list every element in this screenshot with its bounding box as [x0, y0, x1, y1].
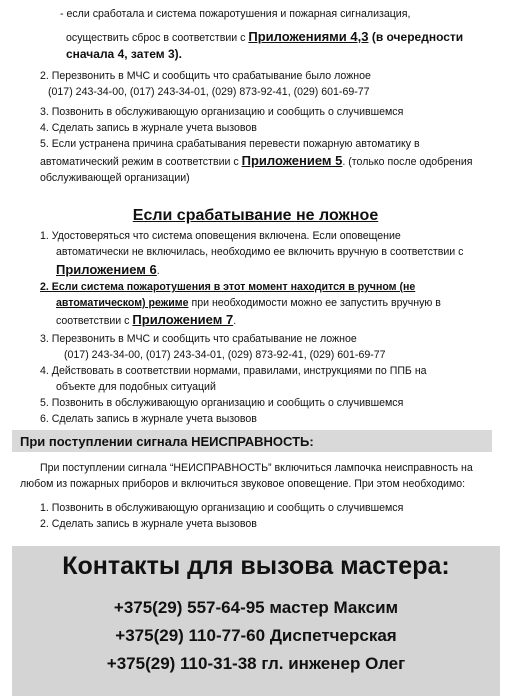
contact-chief-engineer[interactable]: +375(29) 110-31-38 гл. инженер Олег: [106, 654, 406, 673]
top-line-7: 4. Сделать запись в журнале учета вызовов: [40, 122, 257, 134]
top-line-9: [40, 154, 473, 169]
manual-mode-text: автоматическом) режиме: [56, 297, 189, 309]
top-line-4: 2. Перезвонить в МЧС и сообщить что срабатывание было ложное: [40, 70, 371, 82]
contact-master-maxim[interactable]: +375(29) 557-64-95 мастер Максим: [113, 598, 399, 617]
s3-para-2: любом из пожарных приборов и включиться звуковое оповещение. При этом необходимо:: [20, 478, 466, 490]
s2-item-1c: [56, 263, 160, 278]
top-line-1: - если сработала и система пожаротушения и пожарная сигнализация,: [60, 8, 411, 20]
top-line-10: обслуживающей организации): [40, 172, 190, 184]
s2-item-1b: автоматически не включилась, необходимо ее включить вручную в соответствии с: [56, 246, 464, 258]
s2-item-4b: объекте для подобных ситуаций: [56, 381, 216, 393]
phone-numbers-2: (017) 243-34-00, (017) 243-34-01, (029) 873-92-41, (029) 601-69-77: [64, 349, 386, 361]
s2-item-2c-dot: .: [233, 315, 237, 327]
appendix-6-link[interactable]: Приложением 6: [56, 262, 157, 277]
malfunction-header-bar: [12, 430, 492, 452]
phone-numbers-1: (017) 243-34-00, (017) 243-34-01, (029) 873-92-41, (029) 601-69-77: [48, 86, 370, 98]
s2-item-2a: 2. Если система пожаротушения в этот момент находится в ручном (не: [40, 281, 416, 293]
s2-item-5: 5. Позвонить в обслуживающую организацию и сообщить о случившемся: [40, 397, 404, 409]
s2-item-2b-tail: при необходимости можно ее запустить вручную в: [188, 297, 441, 309]
top-line-3: сначала 4, затем 3).: [66, 47, 182, 61]
s2-item-4a: 4. Действовать в соответствии нормами, правилами, инструкциями по ППБ на: [40, 365, 427, 377]
contact-dispatcher[interactable]: +375(29) 110-77-60 Диспетчерская: [115, 626, 397, 645]
malfunction-title: При поступлении сигнала НЕИСПРАВНОСТЬ:: [20, 434, 314, 449]
s3-item-1: 1. Позвонить в обслуживающую организацию и сообщить о случившемся: [40, 502, 404, 514]
s2-item-6: 6. Сделать запись в журнале учета вызовов: [40, 413, 257, 425]
s2-item-3a: 3. Перезвонить в МЧС и сообщить что срабатывание не ложное: [40, 333, 357, 345]
s2-item-1-dot: .: [156, 265, 160, 277]
top-line-9-text: автоматический режим в соответствии с: [40, 156, 242, 168]
top-line-2: [66, 30, 463, 45]
appendix-4-3-link[interactable]: Приложениями 4,3: [248, 29, 369, 44]
s3-item-2: 2. Сделать запись в журнале учета вызовов: [40, 518, 257, 530]
s2-item-2c: [56, 313, 236, 328]
appendix-5-link[interactable]: Приложением 5: [241, 153, 343, 168]
top-line-2-text: осуществить сброс в соответствии с: [66, 32, 249, 44]
contacts-box: [12, 546, 500, 696]
contacts-title: Контакты для вызова мастера:: [62, 552, 450, 580]
s2-item-2b: [56, 297, 441, 310]
top-line-9-tail: . (только после одобрения: [342, 156, 473, 168]
appendix-7-link[interactable]: Приложением 7: [132, 312, 234, 327]
section-not-false-title: Если срабатывание не ложное: [132, 207, 379, 224]
top-line-6: 3. Позвонить в обслуживающую организацию и сообщить о случившемся: [40, 106, 404, 118]
top-line-2-order: (в очередности: [368, 30, 464, 44]
top-line-8: 5. Если устранена причина срабатывания перевести пожарную автоматику в: [40, 138, 420, 150]
s2-item-2c-text: соответствии с: [56, 315, 133, 327]
s2-item-1a: 1. Удостоверяться что система оповещения включена. Если оповещение: [40, 230, 401, 242]
s3-para-1: При поступлении сигнала “НЕИСПРАВНОСТЬ” включиться лампочка неисправность на: [40, 462, 473, 474]
